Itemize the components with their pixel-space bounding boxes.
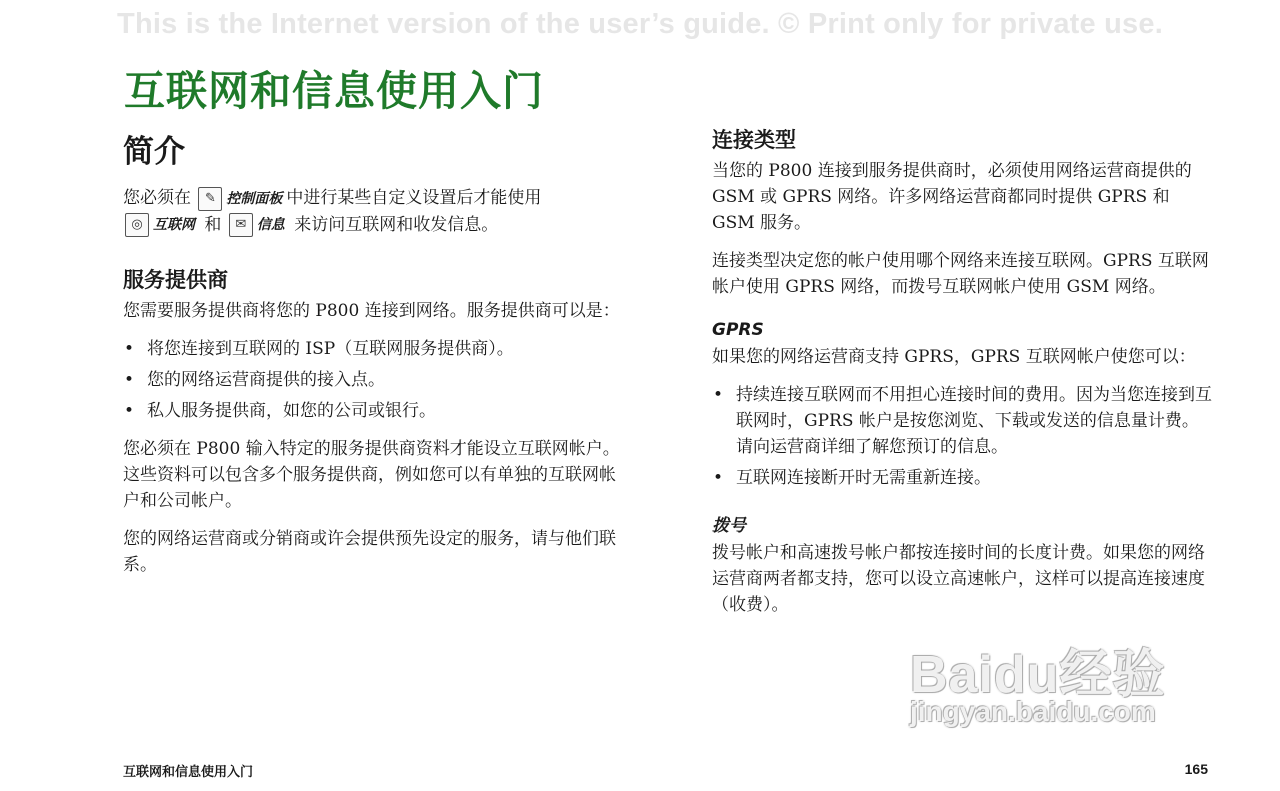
envelope-icon: ✉ <box>229 213 253 237</box>
provider-list <box>123 336 623 424</box>
internet-label: 互联网 <box>153 217 195 233</box>
private-use-watermark: This is the Internet version of the user’s guide. © Print only for private use. <box>117 8 1163 40</box>
intro-heading: 简介 <box>123 134 185 170</box>
right-column <box>712 124 1212 630</box>
internet-ref <box>123 212 199 238</box>
messaging-label: 信息 <box>256 217 285 233</box>
intro-text-2: 中进行某些自定义设置后才能使用 <box>286 188 542 208</box>
left-column <box>123 120 623 590</box>
list-item: • 持续连接互联网而不用担心连接时间的费用。因为当您连接到互联网时，GPRS 帐户是按您浏览、下载或发送的信息量计费。请向运营商详细了解您预订的信息。 <box>712 382 1212 460</box>
control-panel-label: 控制面板 <box>226 190 283 207</box>
baidu-url-text: jingyan.baidu.com <box>910 696 1156 727</box>
list-item: • 互联网连接断开时无需重新连接。 <box>712 465 1212 491</box>
page-number: 165 <box>1184 761 1208 777</box>
dial-up-paragraph: 拨号帐户和高速拨号帐户都按连接时间的长度计费。如果您的网络运营商两者都支持，您可以设立高速帐户，这样可以提高连接速度（收费）。 <box>712 543 1205 615</box>
gprs-paragraph: 如果您的网络运营商支持 GPRS，GPRS 互联网帐户使您可以： <box>712 347 1196 367</box>
account-paragraph: 您必须在 P800 输入特定的服务提供商资料才能设立互联网帐户。这些资料可以包含多个服务提供商，例如您可以有单独的互联网帐户和公司帐户。 <box>123 439 620 511</box>
messaging-ref <box>227 212 289 238</box>
provider-paragraph: 您需要服务提供商将您的 P800 连接到网络。服务提供商可以是： <box>123 301 620 321</box>
list-item: • 私人服务提供商，如您的公司或银行。 <box>123 398 623 424</box>
connection-type-heading: 连接类型 <box>712 128 796 152</box>
gprs-heading: GPRS <box>712 320 764 340</box>
baidu-watermark <box>900 622 1210 742</box>
intro-and: 和 <box>204 214 222 235</box>
control-panel-ref <box>196 186 286 212</box>
page-title: 互联网和信息使用入门 <box>124 67 544 115</box>
list-item: • 将您连接到互联网的 ISP（互联网服务提供商）。 <box>123 336 623 362</box>
intro-text-1: 您必须在 <box>123 188 191 208</box>
connection-paragraph-2: 连接类型决定您的帐户使用哪个网络来连接互联网。GPRS 互联网帐户使用 GPRS 网络，而拨号互联网帐户使用 GSM 网络。 <box>712 251 1209 297</box>
intro-text-3: 来访问互联网和收发信息。 <box>294 214 499 235</box>
preset-paragraph: 您的网络运营商或分销商或许会提供预先设定的服务，请与他们联系。 <box>123 529 616 575</box>
footer-section-title: 互联网和信息使用入门 <box>123 765 254 780</box>
list-item: • 您的网络运营商提供的接入点。 <box>123 367 623 393</box>
intro-paragraph <box>123 185 623 238</box>
globe-icon: ◎ <box>125 213 149 237</box>
dial-up-heading: 拨号 <box>712 516 746 536</box>
baidu-logo-text: Baidu经验 <box>910 646 1166 704</box>
gprs-list <box>712 382 1212 491</box>
connection-paragraph-1: 当您的 P800 连接到服务提供商时，必须使用网络运营商提供的 GSM 或 GPRS 网络。许多网络运营商都同时提供 GPRS 和 GSM 服务。 <box>712 161 1192 233</box>
provider-heading: 服务提供商 <box>123 268 228 292</box>
control-panel-icon: ✎ <box>198 187 222 211</box>
